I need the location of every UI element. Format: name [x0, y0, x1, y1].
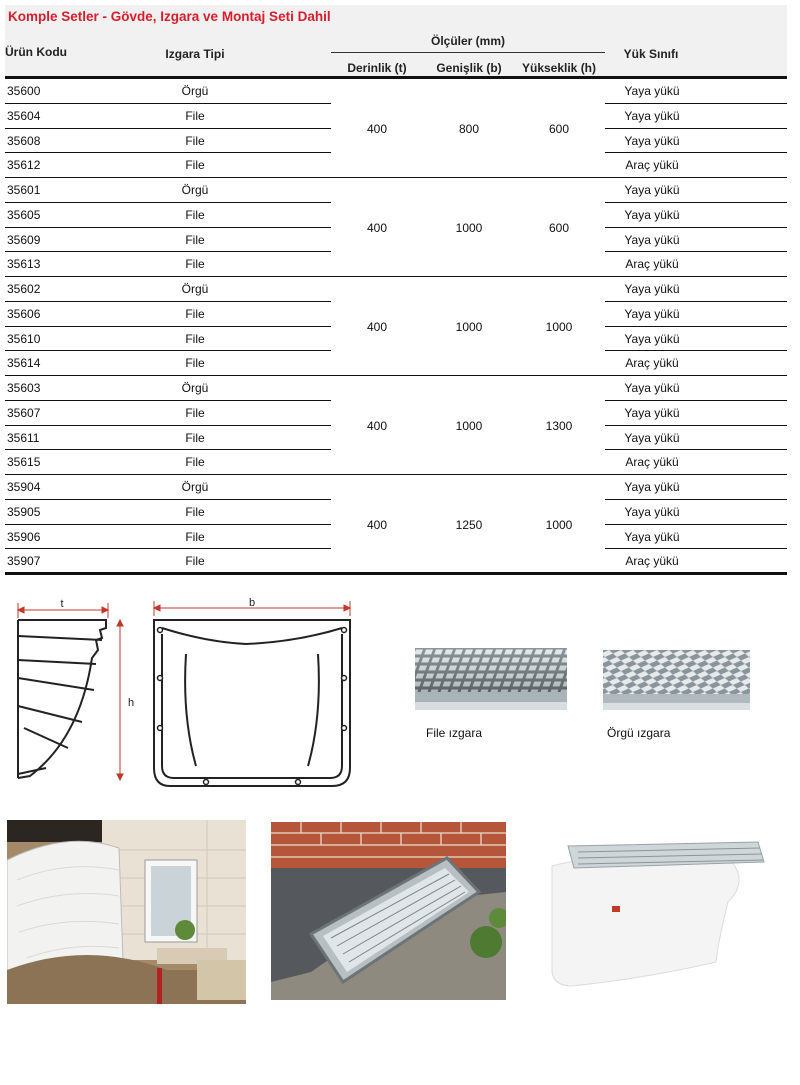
grate-type: Örgü — [181, 381, 209, 395]
header-dimensions: Ölçüler (mm) — [430, 34, 505, 48]
product-code: 35610 — [7, 331, 41, 346]
header-grate-type: Izgara Tipi — [165, 47, 225, 61]
page-title: Komple Setler - Gövde, Izgara ve Montaj Seti Dahil — [8, 9, 331, 24]
product-code: 35615 — [7, 455, 41, 470]
dimension-width: 800 — [458, 121, 480, 136]
dimension-height: 600 — [548, 121, 570, 136]
file-grate-image — [415, 648, 567, 710]
grate-type: File — [185, 331, 205, 346]
dimension-height: 1300 — [545, 418, 573, 433]
grate-ground-photo — [271, 822, 506, 1000]
header-width: Genişlik (b) — [436, 61, 502, 75]
load-class: Yaya yükü — [624, 504, 680, 519]
grate-type: File — [185, 554, 205, 569]
diagram-width-label: b — [248, 598, 256, 609]
load-class: Yaya yükü — [624, 381, 680, 395]
dimension-depth: 400 — [366, 319, 388, 334]
table-row — [5, 351, 787, 376]
table-row — [5, 153, 787, 178]
product-code: 35604 — [7, 108, 41, 123]
grate-type: File — [185, 405, 205, 420]
load-class: Yaya yükü — [624, 331, 680, 346]
file-grate-caption: File ızgara — [426, 726, 483, 740]
table-body — [5, 79, 787, 574]
load-class: Araç yükü — [625, 257, 679, 272]
product-code: 35613 — [7, 257, 41, 272]
dimension-depth: 400 — [366, 220, 388, 235]
dimension-height: 1000 — [545, 319, 573, 334]
product-code: 35609 — [7, 232, 41, 247]
table-row — [5, 549, 787, 574]
load-class: Yaya yükü — [624, 480, 680, 494]
grate-type: Örgü — [181, 84, 209, 98]
grate-type: File — [185, 504, 205, 519]
dimension-depth: 400 — [366, 418, 388, 433]
installed-window-well-photo — [7, 820, 246, 1004]
load-class: Yaya yükü — [624, 430, 680, 445]
load-class: Araç yükü — [625, 356, 679, 371]
table-bottom-border — [5, 572, 787, 575]
product-photo — [548, 822, 770, 994]
dimension-depth: 400 — [366, 121, 388, 136]
side-profile-drawing — [10, 598, 140, 790]
grate-type: File — [185, 133, 205, 148]
orgu-grate-caption: Örgü ızgara — [607, 726, 671, 740]
diagram-depth-label: t — [60, 598, 64, 610]
dimension-width: 1000 — [455, 220, 483, 235]
table-row — [5, 178, 787, 203]
header-product-code: Ürün Kodu — [5, 45, 67, 59]
grate-type: File — [185, 232, 205, 247]
dimension-width: 1250 — [455, 517, 483, 532]
grate-type: File — [185, 257, 205, 272]
product-code: 35603 — [7, 381, 41, 395]
product-code: 35905 — [7, 504, 41, 519]
product-code: 35907 — [7, 554, 41, 569]
load-class: Yaya yükü — [624, 232, 680, 247]
product-code: 35605 — [7, 207, 41, 222]
dimension-depth: 400 — [366, 517, 388, 532]
load-class: Yaya yükü — [624, 108, 680, 123]
grate-type: File — [185, 158, 205, 173]
title-bar — [5, 5, 787, 29]
load-class: Yaya yükü — [624, 183, 680, 197]
product-code: 35612 — [7, 158, 41, 173]
table-row — [5, 376, 787, 401]
product-code: 35608 — [7, 133, 41, 148]
product-code: 35906 — [7, 529, 41, 544]
product-code: 35611 — [7, 430, 40, 445]
dimension-height: 600 — [548, 220, 570, 235]
header-height: Yükseklik (h) — [521, 61, 597, 75]
product-code: 35601 — [7, 183, 41, 197]
table-header — [5, 29, 787, 79]
dimension-height: 1000 — [545, 517, 573, 532]
load-class: Yaya yükü — [624, 306, 680, 321]
front-view-drawing — [146, 598, 360, 794]
product-code: 35904 — [7, 480, 41, 494]
load-class: Yaya yükü — [624, 84, 680, 98]
load-class: Yaya yükü — [624, 207, 680, 222]
load-class: Araç yükü — [625, 554, 679, 569]
grate-type: Örgü — [181, 480, 209, 494]
product-code: 35606 — [7, 306, 41, 321]
table-row — [5, 79, 787, 104]
table-row — [5, 475, 787, 500]
table-row — [5, 277, 787, 302]
grate-type: File — [185, 455, 205, 470]
load-class: Yaya yükü — [624, 529, 680, 544]
grate-type: Örgü — [181, 282, 209, 296]
header-load-class: Yük Sınıfı — [623, 47, 679, 61]
product-code: 35607 — [7, 405, 41, 420]
orgu-grate-image — [603, 650, 750, 710]
header-depth: Derinlik (t) — [347, 61, 407, 75]
product-code: 35600 — [7, 84, 41, 98]
table-row — [5, 450, 787, 475]
grate-type: File — [185, 108, 205, 123]
header-divider — [331, 52, 605, 53]
product-code: 35602 — [7, 282, 41, 296]
load-class: Araç yükü — [625, 455, 679, 470]
grate-type: Örgü — [181, 183, 209, 197]
diagram-height-label: h — [128, 697, 135, 709]
grate-type: File — [185, 430, 205, 445]
grate-type: File — [185, 306, 205, 321]
grate-type: File — [185, 207, 205, 222]
grate-type: File — [185, 356, 205, 371]
table-row — [5, 252, 787, 277]
load-class: Araç yükü — [625, 158, 679, 173]
load-class: Yaya yükü — [624, 405, 680, 420]
load-class: Yaya yükü — [624, 282, 680, 296]
load-class: Yaya yükü — [624, 133, 680, 148]
grate-type: File — [185, 529, 205, 544]
product-code: 35614 — [7, 356, 41, 371]
dimension-width: 1000 — [455, 418, 483, 433]
dimension-width: 1000 — [455, 319, 483, 334]
